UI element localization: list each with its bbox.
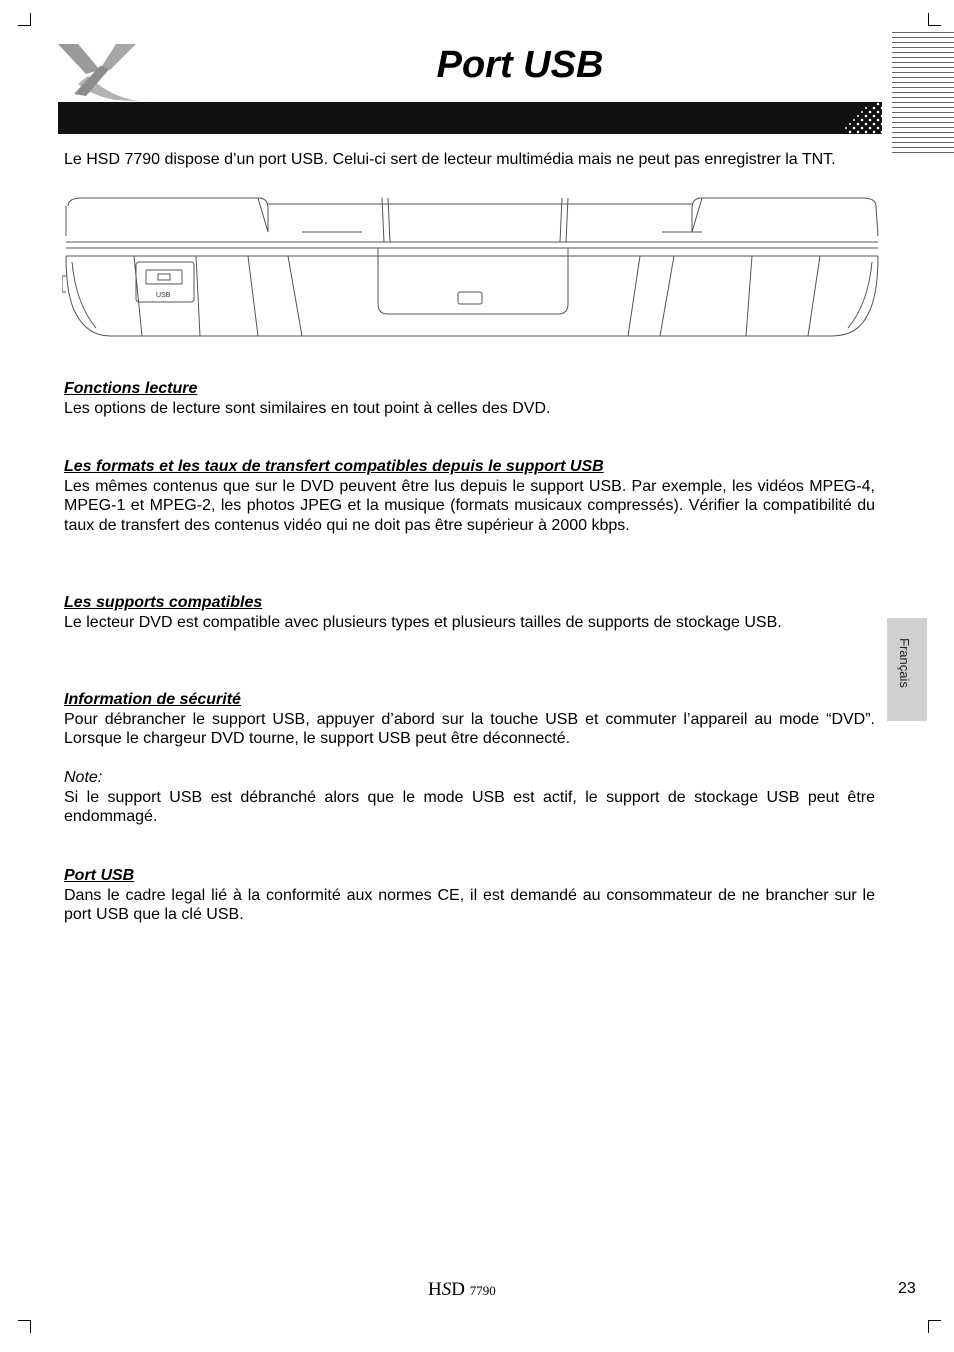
language-label: Français [897, 638, 912, 688]
model-logo-d: D [451, 1279, 465, 1300]
section-heading: Les formats et les taux de transfert compatibles depuis le support USB [64, 458, 604, 475]
model-logo-s: S [441, 1279, 452, 1300]
section-body: Dans le cadre legal lié à la conformité aux normes CE, il est demandé au consommateur de ne brancher sur le port USB que la clé USB. [64, 886, 875, 923]
section-supports [64, 593, 875, 632]
crop-mark-top-right [928, 13, 941, 26]
note-body: Si le support USB est débranché alors que le mode USB est actif, le support de stockage USB peut être endommagé. [64, 788, 875, 825]
intro-paragraph: Le HSD 7790 dispose d’un port USB. Celui-ci sert de lecteur multimédia mais ne peut pas enregistrer la TNT. [64, 151, 836, 168]
section-playback [64, 379, 875, 418]
crop-mark-bottom-right [928, 1320, 941, 1333]
brand-x-logo [56, 40, 156, 104]
language-tab [887, 618, 927, 721]
decorative-stripes [892, 28, 954, 154]
header-bar [58, 102, 882, 134]
section-heading: Les supports compatibles [64, 594, 263, 611]
section-heading: Fonctions lecture [64, 380, 198, 397]
model-logo-h: H [428, 1279, 442, 1300]
section-heading: Information de sécurité [64, 691, 241, 708]
crop-mark-bottom-left [18, 1320, 31, 1333]
section-body: Les options de lecture sont similaires en tout point à celles des DVD. [64, 399, 551, 417]
header-bar-dot-pattern [840, 102, 884, 134]
usb-port-label: USB [156, 292, 171, 299]
page-title: Port USB [436, 44, 604, 86]
section-safety [64, 690, 875, 749]
model-logo [428, 1279, 496, 1301]
page-number: 23 [898, 1280, 916, 1297]
section-body: Pour débrancher le support USB, appuyer d’abord sur la touche USB et commuter l’appareil au mode “DVD”. Lorsque le chargeur DVD tourne, le support USB peut être déconnecté. [64, 710, 875, 747]
crop-mark-top-left [18, 13, 31, 26]
section-body: Le lecteur DVD est compatible avec plusieurs types et plusieurs tailles de supports de stockage USB. [64, 613, 782, 631]
model-number: 7790 [469, 1283, 496, 1298]
note-label: Note: [64, 769, 103, 786]
device-front-illustration [62, 196, 882, 342]
section-usb-port [64, 866, 875, 925]
section-formats [64, 457, 875, 535]
section-body: Les mêmes contenus que sur le DVD peuvent être lus depuis le support USB. Par exemple, les vidéos MPEG-4, MPEG-1 et MPEG-2, les photos JPEG et la musique (formats musicaux compressés). Vérifier la compatibilité du taux de transfert des contenus vidéo qui ne doit pas être supérieur à 2000 kbps. [64, 477, 875, 534]
note-block [64, 768, 875, 827]
section-heading: Port USB [64, 867, 135, 884]
